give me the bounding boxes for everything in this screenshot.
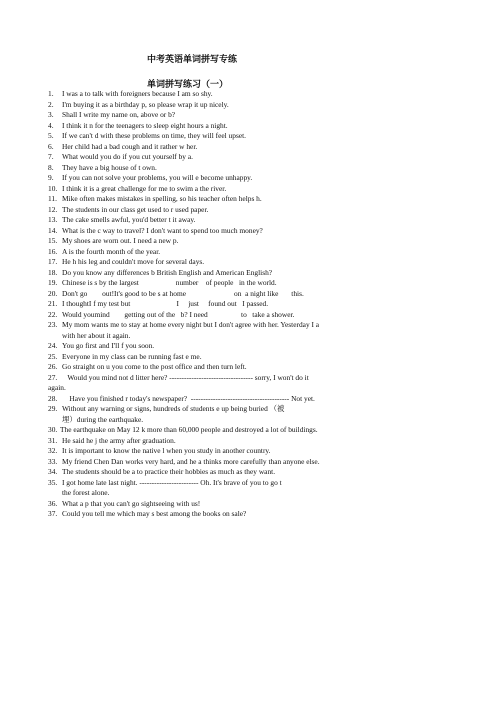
question-text: They have a big house of t own. xyxy=(62,162,157,172)
question-text: Have you finished r today's newspaper? ---------------------------------------- Not yet. xyxy=(62,393,315,403)
question-text: If you can not solve your problems, you will e become unhappy. xyxy=(62,173,253,182)
question-text: Don't go out!It's good to be s at home on a night like this. xyxy=(62,288,304,298)
question-item xyxy=(48,236,478,247)
question-number: 28. xyxy=(48,393,58,403)
question-text: The earthquake on May 12 k more than 60,000 people and destroyed a lot of buildings. xyxy=(60,425,318,434)
question-number: 21. xyxy=(48,299,58,308)
question-item xyxy=(48,499,478,510)
question-text: Without any warning or signs, hundreds of students e up being buried （被 xyxy=(62,404,285,413)
question-text: What is the c way to travel? I don't want to spend too much money? xyxy=(62,225,263,235)
question-item xyxy=(48,163,478,174)
question-text: Go straight on u you come to the post office and then turn left. xyxy=(62,362,247,371)
question-number: 13. xyxy=(48,215,58,224)
question-text: Would youmind getting out of the b? I need to take a shower. xyxy=(62,309,295,319)
question-item xyxy=(48,226,478,237)
question-text: He said he j the army after graduation. xyxy=(62,435,176,445)
question-number: 20. xyxy=(48,288,58,298)
question-number: 35. xyxy=(48,477,58,487)
question-text-continued: 埋）during the earthquake. xyxy=(62,414,144,424)
question-text: Everyone in my class can be running fast e me. xyxy=(62,351,202,361)
question-item xyxy=(48,215,478,226)
question-number: 26. xyxy=(48,362,58,371)
question-item xyxy=(48,352,478,363)
question-item xyxy=(48,184,478,195)
question-number: 36. xyxy=(48,498,58,508)
question-number: 16. xyxy=(48,246,58,256)
question-item xyxy=(48,100,478,111)
question-text-continued: the forest alone. xyxy=(62,488,110,497)
question-item xyxy=(48,341,478,352)
question-text: My shoes are worn out. I need a new p. xyxy=(62,236,179,245)
question-item xyxy=(48,467,478,478)
question-item xyxy=(48,373,478,394)
exercise-heading: 单词拼写练习（一） xyxy=(147,79,229,89)
question-text: Mike often makes mistakes in spelling, so his teacher often helps h. xyxy=(62,194,262,203)
question-number: 34. xyxy=(48,467,58,476)
question-item xyxy=(48,404,478,425)
question-item xyxy=(48,436,478,447)
question-text: My friend Chen Dan works very hard, and he a thinks more carefully than anyone else. xyxy=(62,456,320,466)
question-item xyxy=(48,152,478,163)
question-item xyxy=(48,394,478,405)
question-item xyxy=(48,173,478,184)
question-text: Shall I write my name on, above or b? xyxy=(62,110,176,119)
question-text: Chinese is s by the largest number of people in the world. xyxy=(62,278,277,287)
question-item xyxy=(48,142,478,153)
question-text: I was a to talk with foreigners because I am so shy. xyxy=(62,89,213,98)
question-text: I got home late last night. ------------------------ Oh. It's brave of you to go t xyxy=(62,477,282,487)
question-number: 31. xyxy=(48,435,58,445)
question-item xyxy=(48,509,478,520)
question-text: The cake smells awful, you'd better t it away. xyxy=(62,215,196,224)
question-number: 1. xyxy=(48,89,54,98)
question-text: Could you tell me which may s best among the books on sale? xyxy=(62,509,247,518)
document-title: 中考英语单词拼写专练 xyxy=(147,54,238,64)
question-item xyxy=(48,310,478,321)
question-text: It is important to know the native l when you study in another country. xyxy=(62,446,271,455)
question-text: I think it is a great challenge for me to swim a the river. xyxy=(62,183,227,193)
question-number: 27. xyxy=(48,372,58,382)
question-text: The students should be a to practice their hobbies as much as they want. xyxy=(62,467,276,476)
question-item xyxy=(48,257,478,268)
question-number: 10. xyxy=(48,183,58,193)
question-number: 32. xyxy=(48,446,58,455)
question-number: 25. xyxy=(48,351,58,361)
question-number: 3. xyxy=(48,110,54,119)
question-item xyxy=(48,268,478,279)
question-text: If we can't d with these problems on time, they will feel upset. xyxy=(62,131,246,140)
question-number: 11. xyxy=(48,194,57,203)
question-number: 6. xyxy=(48,141,54,151)
question-item xyxy=(48,446,478,457)
question-number: 12. xyxy=(48,204,58,214)
question-text: Do you know any differences b British English and American English? xyxy=(62,267,273,277)
question-number: 23. xyxy=(48,320,58,329)
question-item xyxy=(48,320,478,341)
question-text: What a p that you can't go sightseeing with us! xyxy=(62,498,201,508)
question-number: 2. xyxy=(48,99,54,109)
question-number: 8. xyxy=(48,162,54,172)
question-item xyxy=(48,278,478,289)
question-text: Would you mind not d litter here? ---------------------------------- sorry, I won't do it xyxy=(62,372,309,382)
question-text: He h his leg and couldn't move for several days. xyxy=(62,257,205,266)
question-item xyxy=(48,131,478,142)
question-item xyxy=(48,299,478,310)
question-text: A is the fourth month of the year. xyxy=(62,246,161,256)
question-number: 33. xyxy=(48,456,58,466)
question-list xyxy=(48,89,478,520)
question-item xyxy=(48,205,478,216)
question-number: 9. xyxy=(48,173,54,182)
question-number: 4. xyxy=(48,120,54,130)
question-number: 22. xyxy=(48,309,58,319)
question-number: 14. xyxy=(48,225,58,235)
question-text: The students in our class get used to r used paper. xyxy=(62,204,209,214)
question-number: 5. xyxy=(48,131,54,140)
question-text: I think it n for the teenagers to sleep eight hours a night. xyxy=(62,120,228,130)
question-number: 15. xyxy=(48,236,58,245)
question-item xyxy=(48,457,478,468)
question-item xyxy=(48,289,478,300)
question-text: I thoughtI f my test but I just found out I passed. xyxy=(62,299,269,308)
question-number: 19. xyxy=(48,278,58,287)
question-number: 37. xyxy=(48,509,58,518)
question-number: 7. xyxy=(48,152,54,161)
question-item xyxy=(48,362,478,373)
question-number: 30. xyxy=(48,425,58,434)
question-item xyxy=(48,194,478,205)
question-text: My mom wants me to stay at home every night but I don't agree with her. Yesterday I a xyxy=(62,320,320,329)
question-number: 29. xyxy=(48,404,58,413)
question-number: 18. xyxy=(48,267,58,277)
question-text: You go first and I'll f you soon. xyxy=(62,341,155,350)
question-text: What would you do if you cut yourself by a. xyxy=(62,152,193,161)
question-item xyxy=(48,478,478,499)
question-item xyxy=(48,425,478,436)
question-number: 17. xyxy=(48,257,58,266)
question-item xyxy=(48,89,478,100)
question-item xyxy=(48,247,478,258)
question-text: Her child had a bad cough and it rather w her. xyxy=(62,141,198,151)
question-item xyxy=(48,110,478,121)
question-text-continued: with her about it again. xyxy=(62,330,131,340)
question-text-continued: again. xyxy=(48,383,66,392)
question-item xyxy=(48,121,478,132)
question-number: 24. xyxy=(48,341,58,350)
question-text: I'm buying it as a birthday p, so please wrap it up nicely. xyxy=(62,99,229,109)
